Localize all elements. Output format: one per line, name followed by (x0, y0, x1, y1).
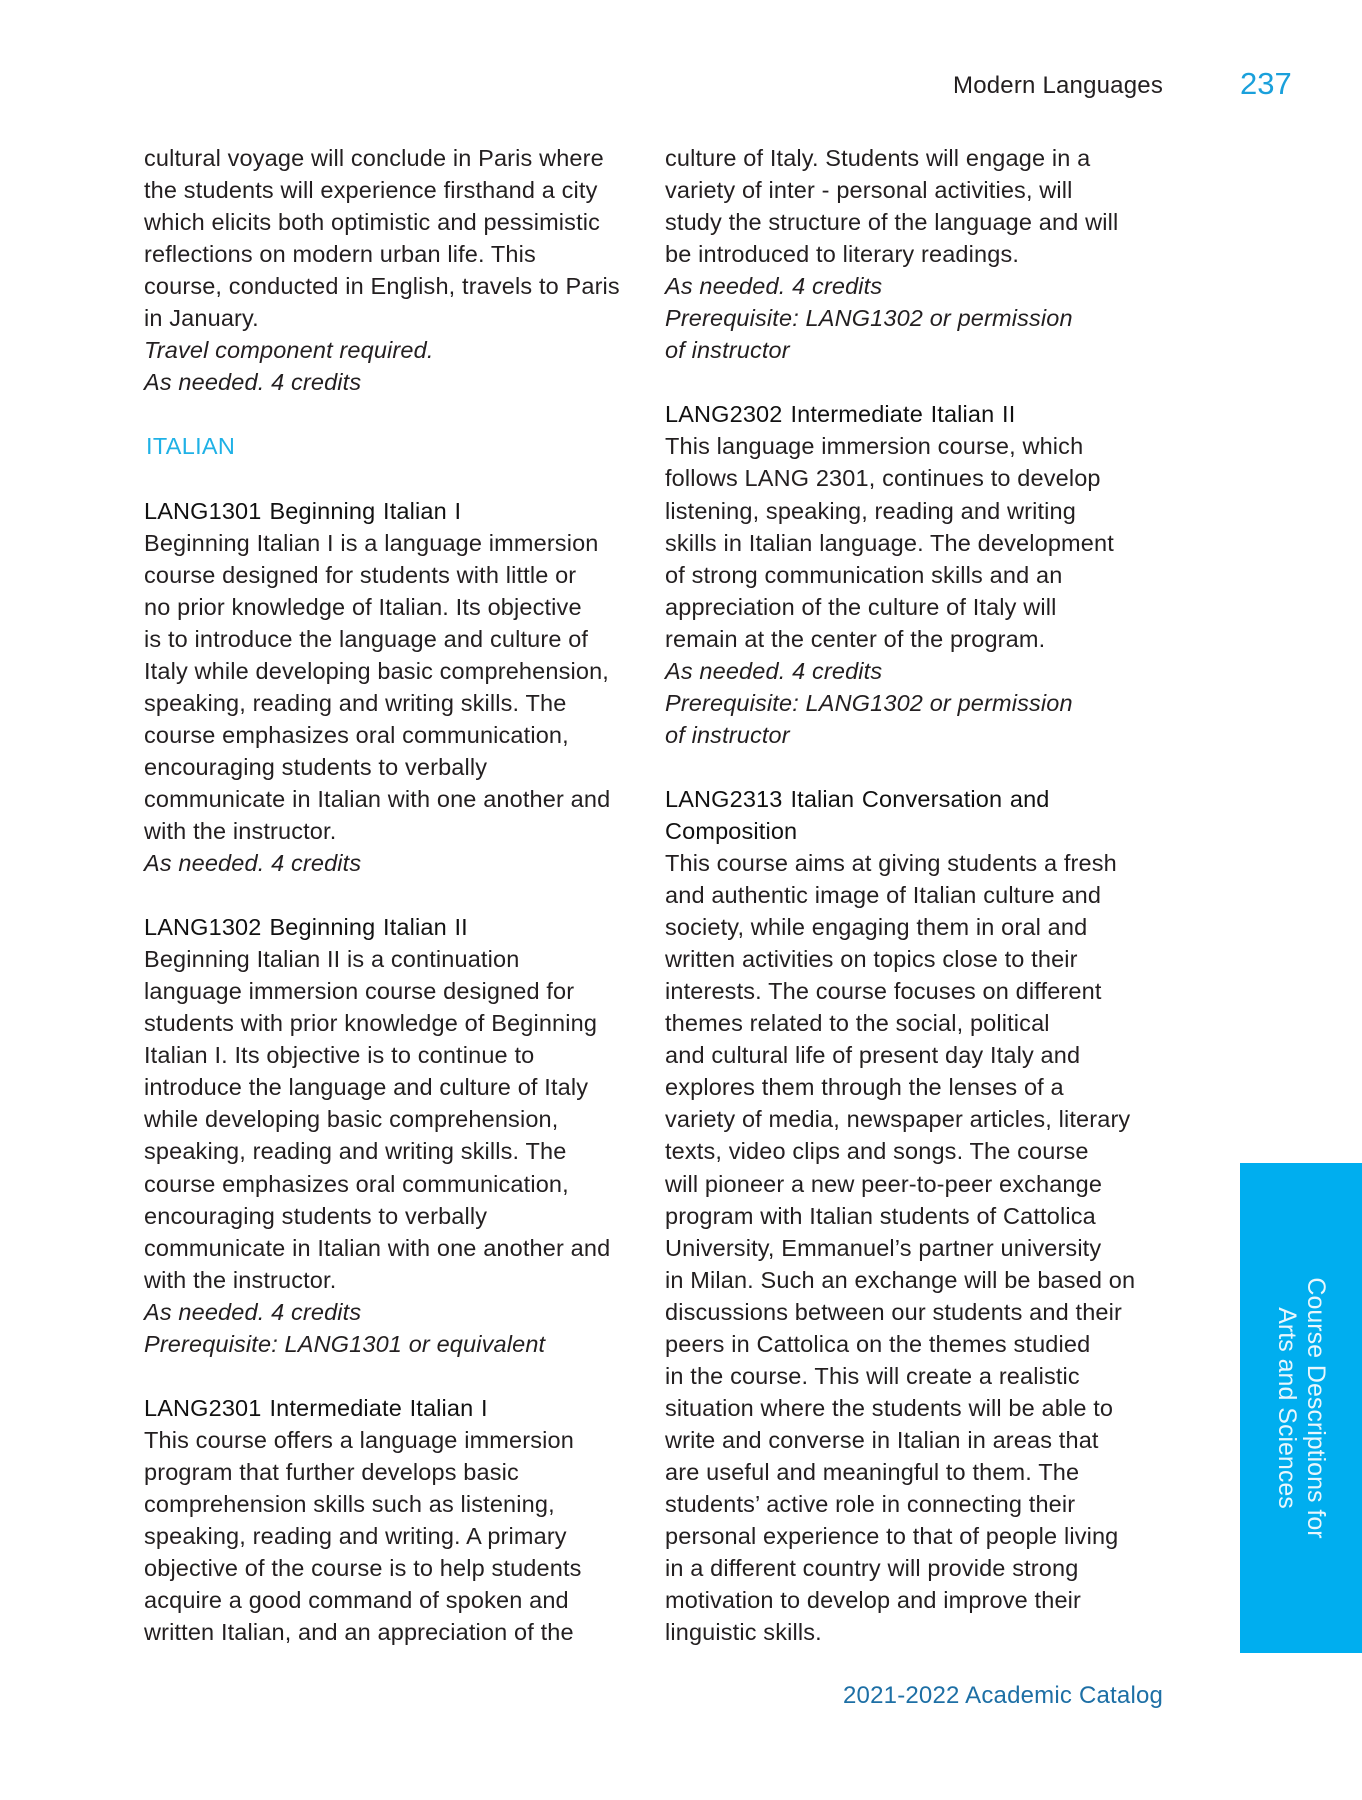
side-tab-line2: Arts and Sciences (1273, 1307, 1301, 1509)
text-line: be introduced to literary readings. (665, 241, 1020, 268)
text-line: variety of inter - personal activities, will (665, 177, 1073, 204)
text-line: encouraging students to verbally (144, 1202, 488, 1229)
text-line: course designed for students with little or (144, 561, 577, 588)
course-lang1302 (144, 911, 644, 1360)
text-line: is to introduce the language and culture of (144, 625, 589, 652)
running-header-section: Modern Languages (953, 72, 1164, 99)
prerequisite-note: Prerequisite: LANG1302 or permission (665, 305, 1073, 332)
text-line: Italian I. Its objective is to continue to (144, 1042, 535, 1069)
text-line: communicate in Italian with one another and (144, 1234, 611, 1261)
travel-note: Travel component required. (144, 337, 434, 364)
text-line: course, conducted in English, travels to Paris (144, 273, 620, 300)
text-line: in January. (144, 305, 259, 332)
text-line: University, Emmanuel’s partner university (665, 1234, 1102, 1261)
course-name: Italian Conversation and (790, 785, 1050, 812)
text-line: interests. The course focuses on different (665, 978, 1102, 1005)
credits-note: As needed. 4 credits (144, 850, 362, 877)
text-line: written activities on topics close to their (665, 946, 1078, 973)
text-line: comprehension skills such as listening, (144, 1490, 555, 1517)
course-code: LANG2313 (665, 785, 783, 812)
course-name: Intermediate Italian II (790, 401, 1016, 428)
text-line: discussions between our students and their (665, 1298, 1122, 1325)
text-line: personal experience to that of people living (665, 1523, 1119, 1550)
text-line: speaking, reading and writing skills. The (144, 689, 567, 716)
text-line: program that further develops basic (144, 1458, 519, 1485)
course-title (665, 783, 1165, 815)
text-line: motivation to develop and improve their (665, 1587, 1082, 1614)
section-heading-italian: ITALIAN (146, 433, 236, 460)
course-title (144, 1392, 644, 1424)
text-line: variety of media, newspaper articles, literary (665, 1106, 1131, 1133)
text-line: written Italian, and an appreciation of the (144, 1619, 574, 1646)
course-title-line2: Composition (665, 817, 798, 844)
text-line: texts, video clips and songs. The course (665, 1138, 1089, 1165)
text-line: communicate in Italian with one another and (144, 785, 611, 812)
text-line: which elicits both optimistic and pessimistic (144, 209, 601, 236)
text-line: society, while engaging them in oral and (665, 914, 1088, 941)
text-line: of strong communication skills and an (665, 561, 1063, 588)
text-line: objective of the course is to help students (144, 1555, 582, 1582)
side-tab-line1: Course Descriptions for (1302, 1277, 1330, 1539)
text-line: This course aims at giving students a fresh (665, 850, 1117, 877)
text-line: no prior knowledge of Italian. Its objective (144, 593, 582, 620)
text-line: language immersion course designed for (144, 978, 575, 1005)
credits-note: As needed. 4 credits (665, 657, 883, 684)
prerequisite-note: Prerequisite: LANG1301 or equivalent (144, 1330, 546, 1357)
page-number: 237 (1240, 66, 1292, 101)
course-title (144, 495, 644, 527)
text-line: listening, speaking, reading and writing (665, 497, 1076, 524)
chapter-side-tab (1240, 1163, 1362, 1653)
text-line: program with Italian students of Cattolica (665, 1202, 1096, 1229)
course-name: Beginning Italian II (269, 914, 468, 941)
text-line: the students will experience firsthand a city (144, 177, 598, 204)
text-line: in the course. This will create a realistic (665, 1362, 1080, 1389)
text-line: write and converse in Italian in areas that (665, 1426, 1099, 1453)
text-line: Italy while developing basic comprehension, (144, 657, 609, 684)
text-line: peers in Cattolica on the themes studied (665, 1330, 1091, 1357)
text-line: explores them through the lenses of a (665, 1074, 1064, 1101)
text-line: themes related to the social, political (665, 1010, 1050, 1037)
text-line: while developing basic comprehension, (144, 1106, 559, 1133)
text-line: situation where the students will be able to (665, 1394, 1114, 1421)
prerequisite-note: of instructor (665, 337, 790, 364)
text-line: will pioneer a new peer-to-peer exchange (665, 1170, 1103, 1197)
text-line: appreciation of the culture of Italy will (665, 593, 1057, 620)
text-line: with the instructor. (144, 817, 337, 844)
credits-note: As needed. 4 credits (665, 273, 883, 300)
text-line: culture of Italy. Students will engage in a (665, 145, 1091, 171)
text-line: in a different country will provide strong (665, 1555, 1079, 1582)
left-column (144, 142, 644, 1648)
course-code: LANG1301 (144, 497, 262, 524)
text-line: Beginning Italian I is a language immersion (144, 529, 599, 556)
text-line: reflections on modern urban life. This (144, 241, 536, 268)
course-title (144, 911, 644, 943)
text-line: study the structure of the language and will (665, 209, 1119, 236)
text-line: course emphasizes oral communication, (144, 721, 569, 748)
intro-paragraph (144, 142, 644, 398)
text-line: with the instructor. (144, 1266, 337, 1293)
text-line: speaking, reading and writing skills. The (144, 1138, 567, 1165)
text-line: students with prior knowledge of Beginning (144, 1010, 598, 1037)
text-line: acquire a good command of spoken and (144, 1587, 569, 1614)
text-line: This language immersion course, which (665, 433, 1084, 460)
text-line: cultural voyage will conclude in Paris where (144, 145, 604, 171)
text-line: Beginning Italian II is a continuation (144, 946, 520, 973)
right-column (665, 142, 1165, 1648)
course-code: LANG2301 (144, 1394, 262, 1421)
course-name: Intermediate Italian I (269, 1394, 488, 1421)
footer-catalog-title: 2021-2022 Academic Catalog (843, 1682, 1164, 1709)
text-line: linguistic skills. (665, 1619, 822, 1646)
text-line: speaking, reading and writing. A primary (144, 1523, 567, 1550)
chapter-side-tab-label (1272, 1277, 1330, 1538)
prerequisite-note: of instructor (665, 721, 790, 748)
course-lang2301 (144, 1392, 644, 1648)
course-code: LANG1302 (144, 914, 262, 941)
course-title (665, 398, 1165, 430)
text-line: students’ active role in connecting their (665, 1490, 1076, 1517)
text-line: skills in Italian language. The development (665, 529, 1114, 556)
text-line: course emphasizes oral communication, (144, 1170, 569, 1197)
text-line: remain at the center of the program. (665, 625, 1046, 652)
text-line: This course offers a language immersion (144, 1426, 574, 1453)
course-lang2302 (665, 398, 1165, 751)
text-line: and cultural life of present day Italy and (665, 1042, 1081, 1069)
course-code: LANG2302 (665, 401, 783, 428)
text-line: encouraging students to verbally (144, 753, 488, 780)
credits-note: As needed. 4 credits (144, 369, 362, 396)
course-name: Beginning Italian I (269, 497, 462, 524)
prerequisite-note: Prerequisite: LANG1302 or permission (665, 689, 1073, 716)
text-line: and authentic image of Italian culture and (665, 882, 1102, 909)
text-line: follows LANG 2301, continues to develop (665, 465, 1101, 492)
credits-note: As needed. 4 credits (144, 1298, 362, 1325)
text-line: introduce the language and culture of Italy (144, 1074, 589, 1101)
text-line: in Milan. Such an exchange will be based on (665, 1266, 1136, 1293)
lang2301-continued (665, 142, 1165, 366)
course-lang2313 (665, 783, 1165, 1648)
course-lang1301 (144, 495, 644, 880)
text-line: are useful and meaningful to them. The (665, 1458, 1080, 1485)
